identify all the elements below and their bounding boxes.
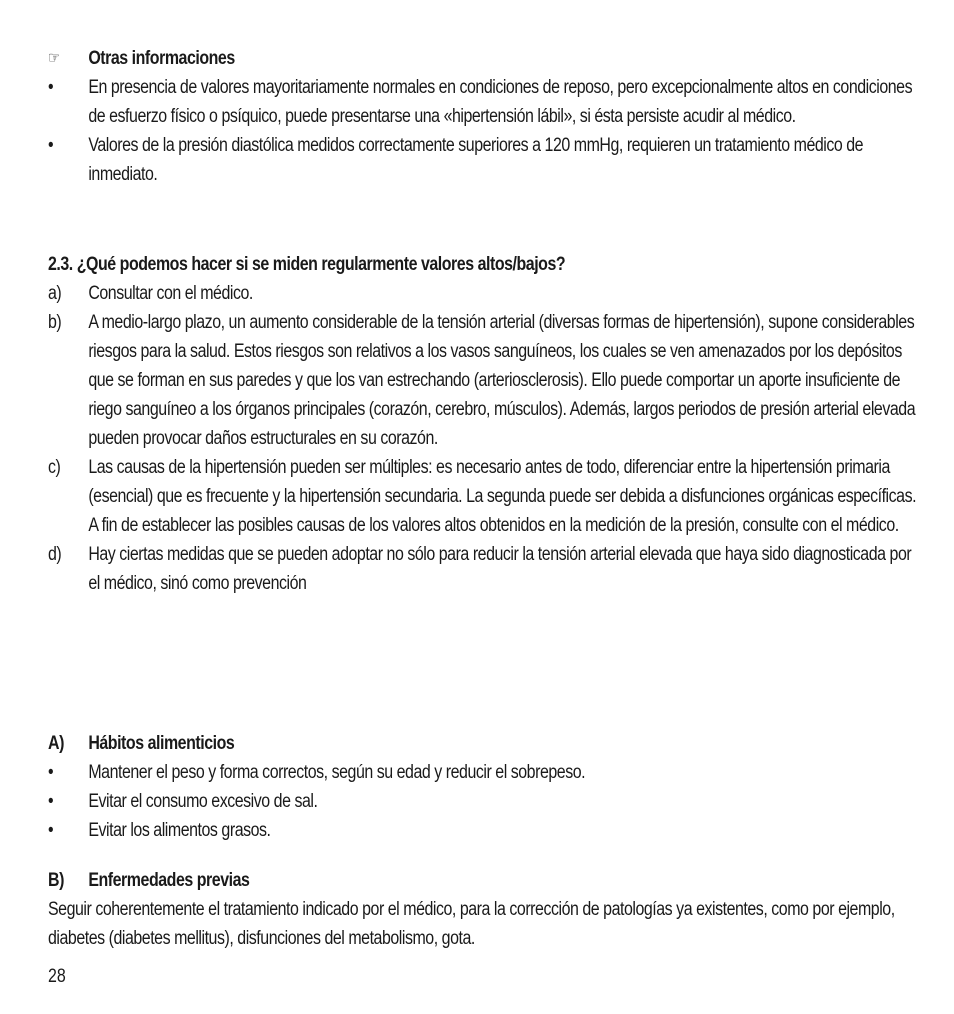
section-title: Otras informaciones [88,48,235,69]
list-item [48,787,918,816]
list-item [48,758,918,787]
list-item-text: A medio-largo plazo, un aumento considerable de la tensión arterial (diversas formas de hipertensión), supone considerables riesgos para la salud. Estos riesgos son relativos a los vasos sanguíneos, los cuales se ven amenazados por los depósitos que se forman en sus paredes y que los van estrechando (arteriosclerosis). Ello puede comportar un aporte insuficiente de riego sanguíneo a los órganos principales (corazón, cerebro, músculos). Además, largos periodos de presión arterial elevada pueden provocar daños estructurales en su corazón. [88,312,916,449]
paragraph: Seguir coherentemente el tratamiento indicado por el médico, para la corrección de patologías ya existentes, como por ejemplo, diabetes (diabetes mellitus), disfunciones del metabolismo, gota. [48,899,895,949]
list-marker: d) [48,544,62,565]
section-a [48,729,918,845]
section-otras-informaciones [48,44,918,189]
pointing-hand-icon: ☞ [48,50,60,67]
section-heading [48,866,918,895]
list-marker: b) [48,312,62,333]
section-marker: B) [48,870,64,891]
section-heading [48,250,918,279]
list-item-text: Las causas de la hipertensión pueden ser múltiples: es necesario antes de todo, diferenciar entre la hipertensión primaria (esencial) que es frecuente y la hipertensión secundaria. La segunda puede ser debida a disfunciones orgánicas específicas. A fin de establecer las posibles causas de los valores altos obtenidos en la medición de la presión, consulte con el médico. [88,457,917,536]
section-b [48,866,918,953]
page-number: 28 [48,966,66,987]
list-item-text: En presencia de valores mayoritariamente normales en condiciones de reposo, pero excepcionalmente altos en condiciones de esfuerzo físico o psíquico, puede presentarse una «hipertensión lábil», si ésta persiste acudir al médico. [88,77,913,127]
list-item [48,540,918,598]
section-title: Enfermedades previas [88,870,250,891]
section-heading [48,729,918,758]
list-item-text: Consultar con el médico. [88,283,253,304]
list-item [48,453,918,540]
list-item-text: Evitar los alimentos grasos. [88,820,271,841]
bullet-icon: • [48,762,54,783]
section-number: 2.3. [48,254,73,275]
list-item [48,308,918,453]
section-title: Hábitos alimenticios [88,733,235,754]
section-marker: A) [48,733,64,754]
list-item [48,73,918,131]
list-marker: c) [48,457,61,478]
list-item [48,279,918,308]
list-marker: a) [48,283,62,304]
list-item-text: Evitar el consumo excesivo de sal. [88,791,318,812]
section-title: ¿Qué podemos hacer si se miden regularmente valores altos/bajos? [76,254,566,275]
list-item-text: Valores de la presión diastólica medidos correctamente superiores a 120 mmHg, requieren un tratamiento médico de inmediato. [88,135,864,185]
bullet-icon: • [48,77,54,98]
list-item-text: Mantener el peso y forma correctos, según su edad y reducir el sobrepeso. [88,762,586,783]
bullet-icon: • [48,820,54,841]
list-item [48,816,918,845]
list-item-text: Hay ciertas medidas que se pueden adoptar no sólo para reducir la tensión arterial elevada que haya sido diagnosticada por el médico, sinó como prevención [88,544,912,594]
section-2-3 [48,250,918,598]
bullet-icon: • [48,135,54,156]
list-item [48,131,918,189]
section-heading [48,44,918,73]
bullet-icon: • [48,791,54,812]
